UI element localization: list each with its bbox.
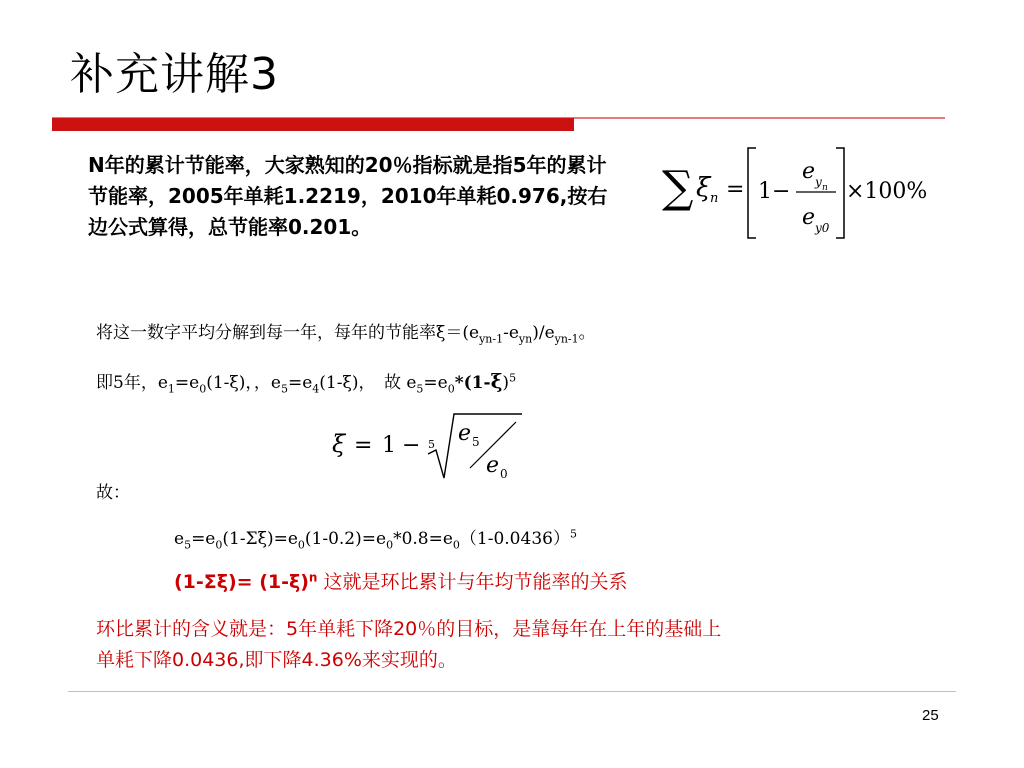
five-year-derivation: 即5年，$e_1=e_0(1-\xi)$，，$e_5=e_4(1-\xi)$， 故 $e_5=e_0*(1-\xi)^5$ — [96, 369, 517, 396]
left-bracket — [748, 148, 756, 238]
title-rule-thick — [52, 118, 574, 131]
numerator-e: e — [458, 421, 472, 446]
one-digit: 1 — [382, 433, 396, 458]
therefore-label: 故： — [96, 483, 130, 503]
intro-paragraph: N年的累计节能率，大家熟知的20％指标就是指5年的累计节能率，2005年单耗1.2219，2010年单耗0.976,按右边公式算得，总节能率0.201。 — [88, 153, 608, 239]
times-hundred-percent: ×100% — [846, 179, 928, 204]
annual-rate-definition: 将这一数字平均分解到每一年，每年的节能率$\xi=(e_{yn-1}-e_{yn})/e_{yn-1}$。 — [96, 323, 596, 346]
xi-subscript: n — [710, 191, 719, 206]
denominator-e: e — [486, 453, 500, 478]
numerator-e: e — [802, 159, 816, 184]
page-number: 25 — [922, 707, 939, 724]
numerator-sub: y — [815, 175, 822, 189]
denominator-sub: y0 — [815, 221, 830, 235]
one-minus: 1− — [758, 179, 791, 204]
root-index: 5 — [428, 438, 435, 451]
equals-sign: = — [726, 177, 745, 202]
equals-sign: = — [354, 433, 373, 458]
relation-statement: $(1-\Sigma\xi)= (1-\xi)^n$ 这就是环比累计与年均节能率的关系 — [174, 570, 628, 593]
xi-symbol: ξ — [332, 430, 346, 458]
minus-sign: − — [402, 433, 421, 458]
chain-meaning-paragraph — [96, 614, 721, 676]
xi-symbol: ξ — [696, 173, 711, 203]
slide-title: 补充讲解3 — [70, 49, 279, 100]
numerator-subsub: n — [822, 183, 828, 193]
right-bracket — [836, 148, 844, 238]
paragraph-line-1: 环比累计的含义就是：5年单耗下降20％的目标，是靠每年在上年的基础上 — [96, 618, 722, 640]
sum-symbol: ∑ — [662, 162, 694, 213]
paragraph-line-2: 单耗下降0.0436,即下降4.36%来实现的。 — [96, 649, 457, 671]
footer-rule — [68, 691, 956, 692]
denominator-sub: 0 — [500, 467, 508, 481]
cumulative-saving-formula — [660, 142, 960, 242]
decomposition-equation: $e_5=e_0(1-\Sigma\xi)=e_0(1-0.2)=e_0*0.8=e_0(1-0.0436)^5$ — [174, 527, 577, 552]
numerator-sub: 5 — [472, 435, 480, 449]
denominator-e: e — [802, 205, 816, 230]
annual-rate-root-formula — [330, 410, 540, 485]
